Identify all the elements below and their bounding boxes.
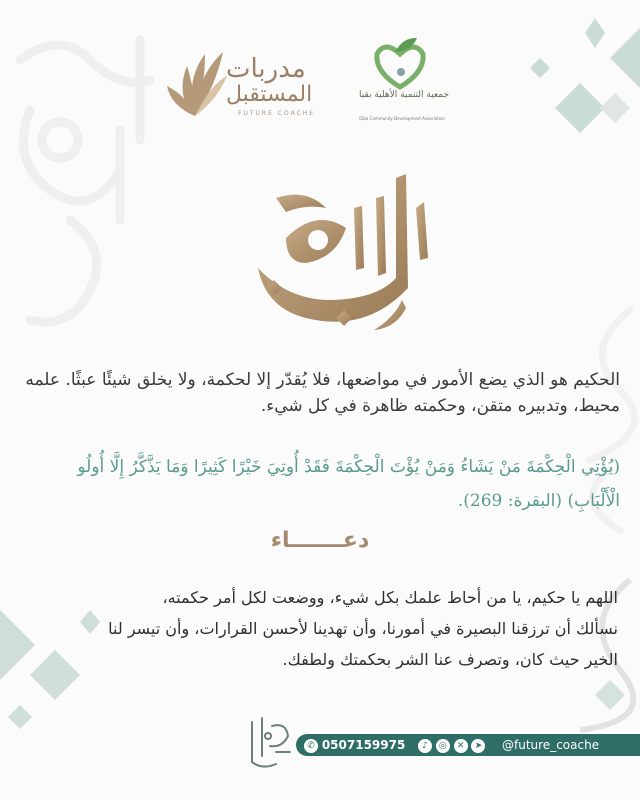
coaches-logo-line2: المستقبل [226, 82, 313, 107]
footer-contact-bar [296, 734, 640, 756]
dua-title: دعـــــــاء [270, 528, 370, 553]
instagram-icon[interactable]: ◎ [436, 739, 450, 753]
corner-ornament-top-right [520, 8, 640, 158]
coaches-logo-english: FUTURE COACHE [238, 110, 316, 117]
telegram-icon[interactable]: ➤ [471, 739, 485, 753]
background-calligraphy-left [0, 20, 170, 340]
name-description: الحكيم هو الذي يضع الأمور في مواضعها، فلا يُقدّر إلا لحكمة، ولا يخلق شيئًا عبثًا. علمه محيط، وتدبيره متقن، وحكمته ظاهرة في كل شيء. [25, 370, 620, 416]
quran-verse: (يُؤْتِي الْحِكْمَةَ مَنْ يَشَاءُ وَمَنْ يُؤْتَ الْحِكْمَةَ فَقَدْ أُوتِيَ خَيْرًا كَثِيرًا وَمَا يَذَّكَّرُ إِلَّا أُولُو الْأَلْبَابِ) (البقرة: 269). [77, 457, 620, 511]
association-name-english: Qiba Community Development Association [359, 116, 445, 121]
dua-line-3: الخير حيث كان، وتصرف عنا الشر بحكمتك ولطفك. [282, 650, 618, 669]
x-icon[interactable]: ✕ [454, 739, 468, 753]
association-name-arabic: جمعية التنمية الأهلية بقبا [358, 90, 450, 100]
social-icons [418, 734, 485, 756]
social-handle[interactable]: @future_coache [502, 738, 600, 752]
dua-line-2: نسألك أن ترزقنا البصيرة في أمورنا، وأن تهدينا لأحسن القرارات، وأن تيسر لنا [108, 619, 618, 638]
dua-text [20, 582, 618, 675]
whatsapp-contact[interactable] [304, 734, 405, 756]
dua-line-1: اللهم يا حكيم، يا من أحاط علمك بكل شيء، ووضعت لكل أمر حكمته، [162, 588, 618, 607]
phone-number: 0507159975 [321, 738, 406, 752]
tiktok-icon[interactable]: ♪ [418, 739, 432, 753]
whatsapp-icon: ✆ [304, 739, 318, 753]
coaches-logo-line1: مدربات [226, 54, 306, 84]
footer-calligraphy-signature [242, 712, 298, 776]
al-hakim-calligraphy-emblem [246, 168, 436, 338]
emblem-name-text: الحكيم [341, 328, 344, 329]
